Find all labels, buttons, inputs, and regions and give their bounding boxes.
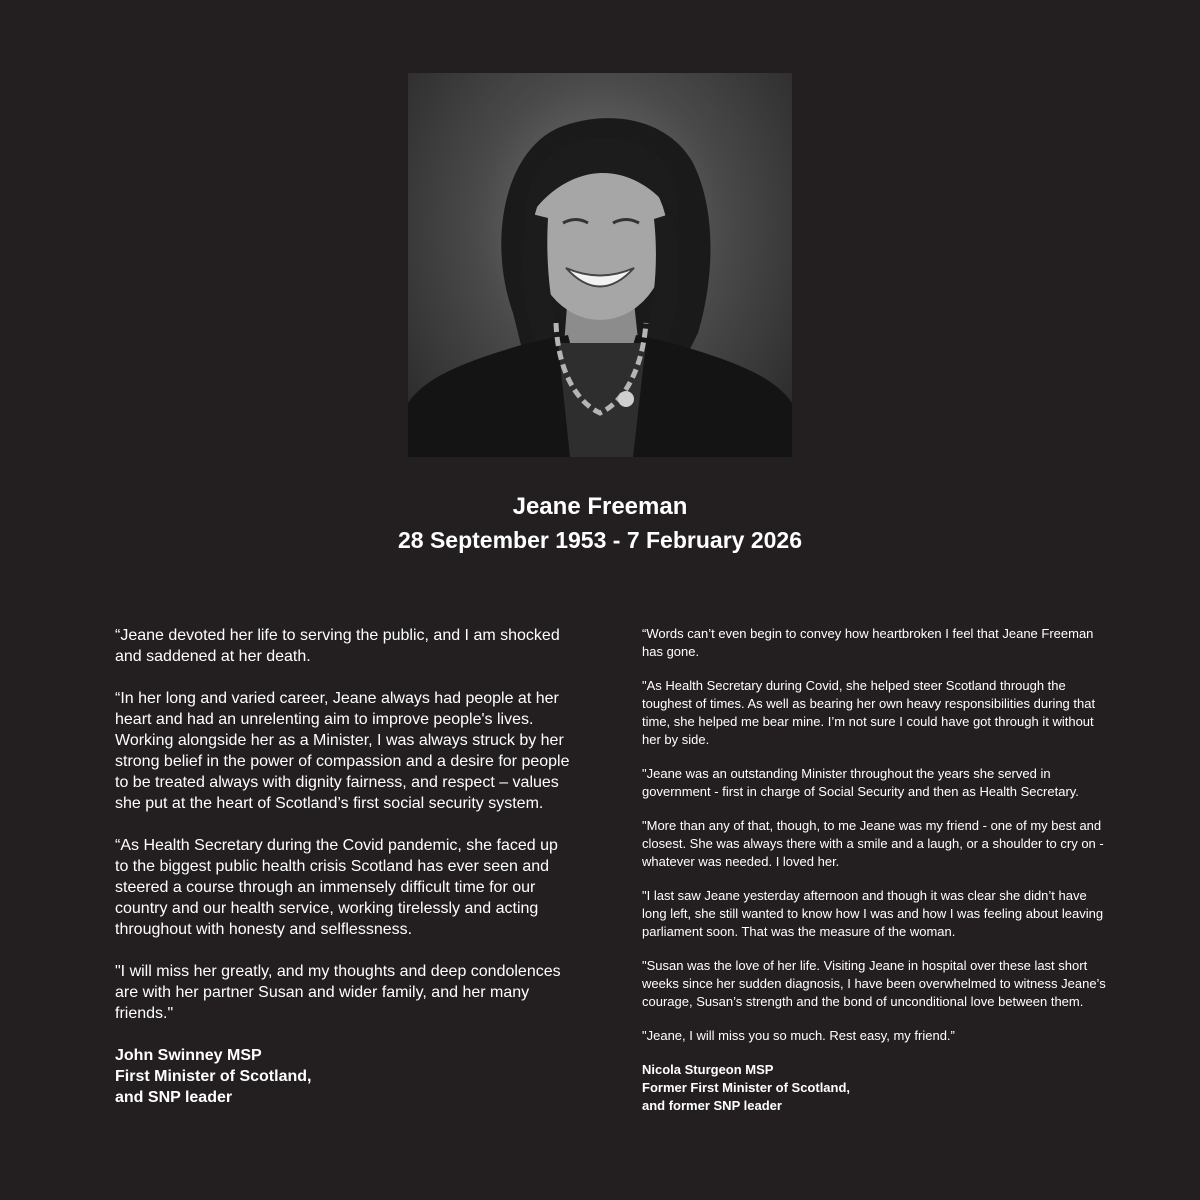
signature-block — [642, 1061, 1112, 1115]
signature-name: Nicola Sturgeon MSP — [642, 1062, 774, 1077]
tribute-paragraph: “Words can’t even begin to convey how heartbroken I feel that Jeane Freeman has gone. — [642, 626, 1094, 659]
tribute-right — [642, 625, 1112, 1115]
tribute-paragraph: "Jeane, I will miss you so much. Rest easy, my friend.” — [642, 1028, 955, 1043]
tribute-paragraph: “As Health Secretary during the Covid pandemic, she faced up to the biggest public health crisis Scotland has ever seen and steered a course through an immensely difficult time for our country and our health service, working tirelessly and acting throughout with honesty and selflessness. — [115, 837, 558, 938]
signature-title: and former SNP leader — [642, 1098, 782, 1113]
signature-title: First Minister of Scotland, — [115, 1068, 312, 1085]
tribute-paragraph: "Susan was the love of her life. Visiting Jeane in hospital over these last short weeks since her sudden diagnosis, I have been overwhelmed to witness Jeane’s courage, Susan’s strength and the bond of unconditional love between them. — [642, 958, 1106, 1009]
tribute-paragraph: "As Health Secretary during Covid, she helped steer Scotland through the toughest of times. As well as bearing her own heavy responsibilities during that time, she helped me bear mine. I’m not sure I could have got through it without her by side. — [642, 678, 1096, 747]
portrait-photo-icon — [408, 73, 792, 457]
portrait-photo — [408, 73, 792, 457]
life-dates: 28 September 1953 - 7 February 2026 — [397, 527, 802, 553]
signature-block — [115, 1045, 570, 1108]
tribute-paragraph: “Jeane devoted her life to serving the public, and I am shocked and saddened at her death. — [115, 627, 560, 665]
tribute-left — [115, 625, 570, 1108]
tribute-paragraph: "I will miss her greatly, and my thoughts and deep condolences are with her partner Susan and wider family, and her many friends." — [115, 963, 561, 1022]
signature-title: and SNP leader — [115, 1089, 233, 1106]
person-name: Jeane Freeman — [512, 493, 688, 520]
tribute-paragraph: "I last saw Jeane yesterday afternoon and though it was clear she didn’t have long left, she still wanted to know how I was and how I was feeling about leaving parliament soon. That was the measure of the woman. — [642, 888, 1104, 939]
tribute-paragraph: “In her long and varied career, Jeane always had people at her heart and had an unrelenting aim to improve people's lives. Working alongside her as a Minister, I was always struck by her strong belief in the power of compassion and a desire for people to be treated always with dignity fairness, and respect – values she put at the heart of Scotland’s first social security system. — [115, 690, 570, 812]
tribute-paragraph: "Jeane was an outstanding Minister throughout the years she served in government - first in charge of Social Security and then as Health Secretary. — [642, 766, 1079, 799]
tribute-paragraph: "More than any of that, though, to me Jeane was my friend - one of my best and closest. She was always there with a smile and a laugh, or a shoulder to cry on - whatever was needed. I loved her. — [642, 818, 1104, 869]
signature-name: John Swinney MSP — [115, 1047, 262, 1064]
signature-title: Former First Minister of Scotland, — [642, 1080, 851, 1095]
